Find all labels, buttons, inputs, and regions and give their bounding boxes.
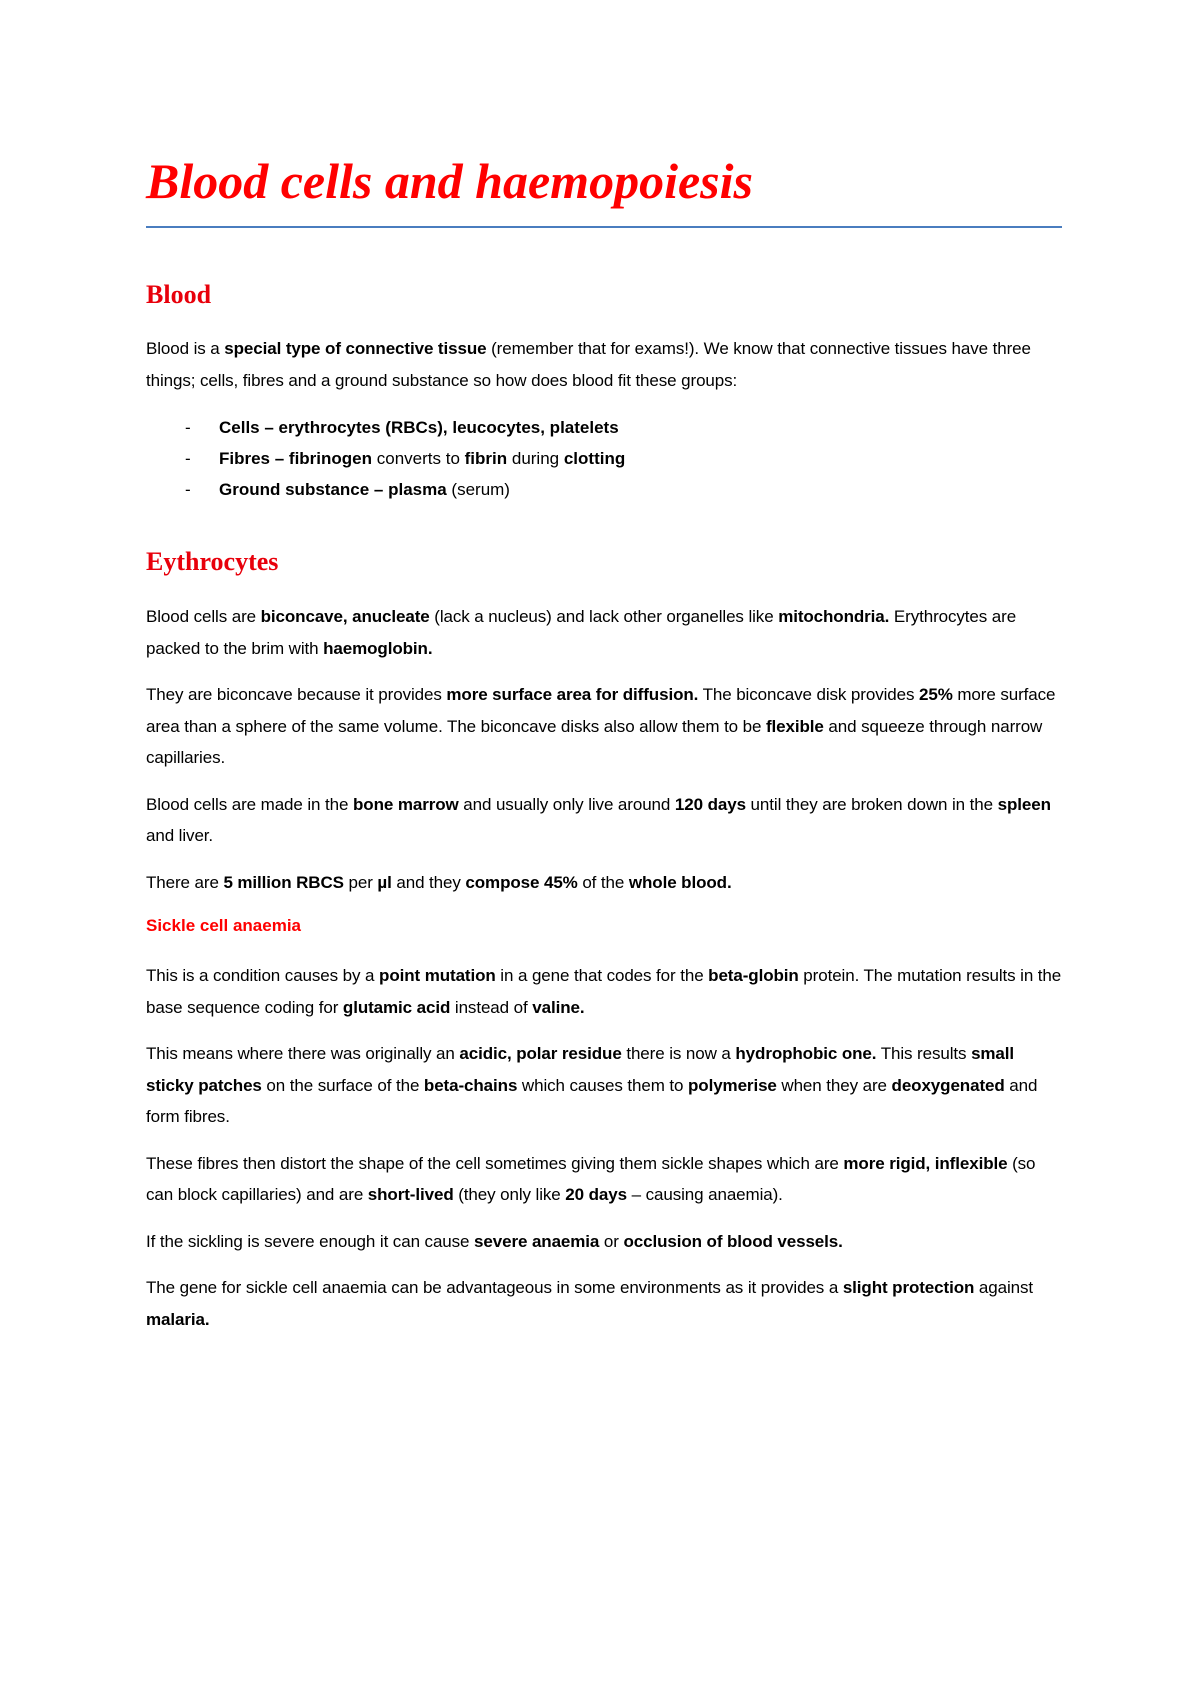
text-run: (remember that for exams!). We know that connective tissues have three things; cells, fibres and a ground substance so how does blood fit these groups: bbox=[146, 339, 1031, 390]
text-run: and liver. bbox=[146, 826, 214, 845]
paragraph bbox=[146, 1272, 1062, 1335]
bold-term: more surface area for diffusion. bbox=[446, 685, 699, 704]
text-run: instead of bbox=[450, 997, 533, 1017]
text-run: more surface area than a sphere of the same volume. The biconcave disks also allow them to be bbox=[146, 685, 1056, 736]
text-run: until they are broken down in the bbox=[745, 794, 998, 814]
text-run: (lack a nucleus) and lack other organelles like bbox=[429, 607, 779, 626]
bold-term: flexible bbox=[766, 716, 824, 736]
bold-term: 25% bbox=[919, 685, 953, 704]
text-run: during bbox=[507, 449, 564, 468]
paragraph bbox=[146, 601, 1062, 664]
text-run: – causing anaemia). bbox=[626, 1185, 783, 1204]
text-run: This is a condition causes by a bbox=[146, 966, 380, 985]
list-item bbox=[146, 474, 1062, 505]
paragraph bbox=[146, 1226, 1062, 1258]
blood-components-list bbox=[146, 412, 1062, 505]
erythrocytes-paragraphs bbox=[146, 601, 1062, 898]
bold-term: µl bbox=[377, 872, 392, 892]
text-run: This results bbox=[876, 1044, 972, 1063]
bold-term: 5 million RBCS bbox=[223, 872, 344, 892]
text-run: and they bbox=[391, 872, 466, 892]
text-run: (serum) bbox=[446, 480, 510, 499]
text-run: protein. The mutation results in the base sequence coding for bbox=[146, 966, 1062, 1017]
text-run: Blood cells are made in the bbox=[146, 794, 353, 814]
bold-term: more rigid, inflexible bbox=[843, 1153, 1008, 1173]
bold-term: deoxygenated bbox=[891, 1075, 1005, 1095]
subsection-heading-sickle-cell: Sickle cell anaemia bbox=[146, 916, 301, 935]
text-run: which causes them to bbox=[517, 1075, 689, 1095]
list-item bbox=[146, 443, 1062, 474]
bold-term: Fibres – fibrinogen bbox=[219, 449, 373, 468]
text-run: This means where there was originally an bbox=[146, 1044, 460, 1063]
blood-intro bbox=[146, 333, 1062, 396]
text-run: when they are bbox=[776, 1075, 892, 1095]
text-run: Blood is a bbox=[146, 339, 225, 358]
bold-term: haemoglobin. bbox=[323, 638, 433, 658]
paragraph bbox=[146, 789, 1062, 852]
bold-term: occlusion of blood vessels. bbox=[623, 1231, 843, 1251]
bold-term: beta-globin bbox=[708, 966, 799, 985]
text-run: and squeeze through narrow capillaries. bbox=[146, 716, 1043, 767]
bold-term: clotting bbox=[563, 449, 626, 468]
bold-term: malaria. bbox=[146, 1309, 210, 1329]
text-run: Blood cells are bbox=[146, 607, 261, 626]
page-title: Blood cells and haemopoiesis bbox=[146, 150, 1062, 228]
bold-term: beta-chains bbox=[423, 1075, 518, 1095]
bold-term: point mutation bbox=[379, 966, 496, 985]
bold-term: hydrophobic one. bbox=[735, 1044, 877, 1063]
document-body bbox=[146, 150, 1062, 1335]
bold-term: whole blood. bbox=[628, 872, 732, 892]
dash-bullet-icon: - bbox=[185, 449, 191, 468]
text-run: The gene for sickle cell anaemia can be advantageous in some environments as it provides a bbox=[146, 1278, 843, 1297]
bold-term: compose 45% bbox=[465, 872, 578, 892]
sickle-paragraphs bbox=[146, 960, 1062, 1335]
text-run: against bbox=[974, 1278, 1034, 1297]
bold-term: glutamic acid bbox=[342, 997, 451, 1017]
bold-term: special type of connective tissue bbox=[224, 339, 487, 358]
bold-term: valine. bbox=[532, 997, 585, 1017]
text-run: They are biconcave because it provides bbox=[146, 685, 447, 704]
bold-term: biconcave, anucleate bbox=[260, 607, 430, 626]
text-run: If the sickling is severe enough it can cause bbox=[146, 1231, 475, 1251]
dash-bullet-icon: - bbox=[185, 480, 191, 499]
paragraph bbox=[146, 1038, 1062, 1133]
text-run: Erythrocytes are packed to the brim with bbox=[146, 607, 1017, 658]
bold-term: severe anaemia bbox=[474, 1231, 600, 1251]
text-run: and form fibres. bbox=[146, 1075, 1038, 1126]
bold-term: fibrin bbox=[464, 449, 508, 468]
bold-term: small sticky patches bbox=[146, 1044, 1015, 1095]
bold-term: slight protection bbox=[842, 1278, 975, 1297]
text-run: there is now a bbox=[621, 1044, 736, 1063]
text-run: The biconcave disk provides bbox=[698, 685, 920, 704]
bold-term: 120 days bbox=[674, 794, 746, 814]
bold-term: short-lived bbox=[367, 1185, 454, 1204]
text-run: on the surface of the bbox=[261, 1075, 424, 1095]
list-item bbox=[146, 412, 1062, 443]
bold-term: spleen bbox=[997, 794, 1051, 814]
bold-term: polymerise bbox=[688, 1075, 777, 1095]
paragraph bbox=[146, 1148, 1062, 1211]
text-run: and usually only live around bbox=[458, 794, 675, 814]
paragraph bbox=[146, 679, 1062, 774]
section-heading-erythrocytes: Eythrocytes bbox=[146, 547, 279, 576]
text-run: These fibres then distort the shape of the cell sometimes giving them sickle shapes which are bbox=[146, 1153, 844, 1173]
paragraph bbox=[146, 333, 1062, 396]
bold-term: bone marrow bbox=[353, 794, 459, 814]
text-run: or bbox=[599, 1231, 624, 1251]
dash-bullet-icon: - bbox=[185, 418, 191, 437]
bold-term: Cells – erythrocytes (RBCs), leucocytes, platelets bbox=[219, 418, 619, 437]
text-run: There are bbox=[146, 872, 224, 892]
text-run: converts to bbox=[372, 449, 465, 468]
paragraph bbox=[146, 867, 1062, 899]
text-run: per bbox=[343, 872, 378, 892]
paragraph bbox=[146, 960, 1062, 1023]
bold-term: acidic, polar residue bbox=[459, 1044, 622, 1063]
bold-term: Ground substance – plasma bbox=[219, 480, 447, 499]
text-run: in a gene that codes for the bbox=[495, 966, 709, 985]
section-heading-blood: Blood bbox=[146, 280, 212, 309]
text-run: (they only like bbox=[453, 1185, 566, 1204]
text-run: (so can block capillaries) and are bbox=[146, 1153, 1036, 1204]
bold-term: mitochondria. bbox=[778, 607, 890, 626]
bold-term: 20 days bbox=[565, 1185, 627, 1204]
text-run: of the bbox=[577, 872, 629, 892]
